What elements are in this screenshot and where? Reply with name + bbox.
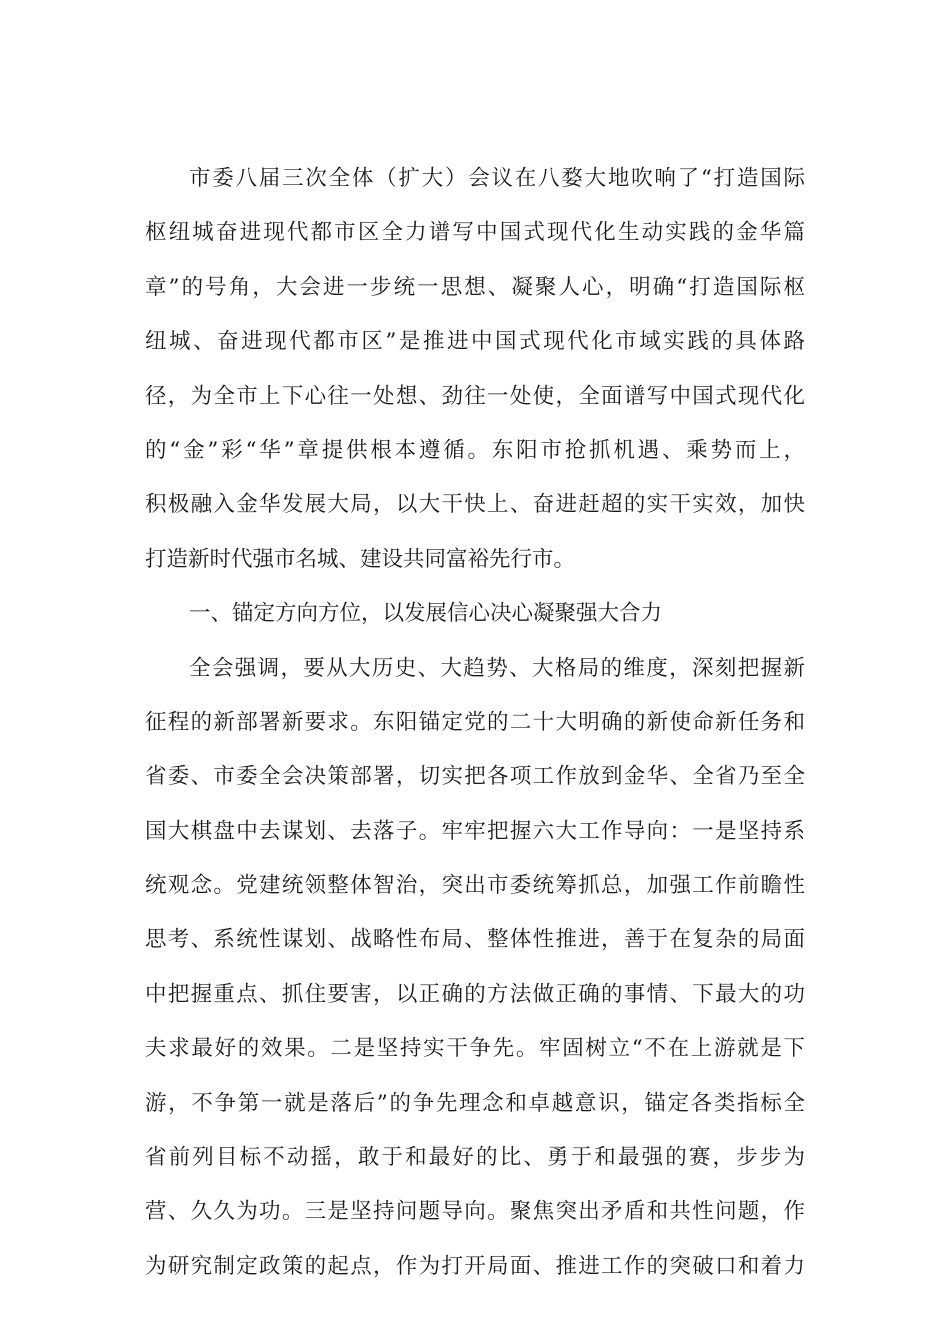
text-line: 征程的新部署新要求。东阳锚定党的二十大明确的新使命新任务和 <box>145 709 805 735</box>
text-line: 径，为全市上下心往一处想、劲往一处使，全面谱写中国式现代化 <box>145 383 805 409</box>
text-line: 省委、市委全会决策部署，切实把各项工作放到金华、全省乃至全 <box>145 764 805 790</box>
text-line: 全会强调，要从大历史、大趋势、大格局的维度，深刻把握新 <box>189 655 805 681</box>
text-line: 枢纽城奋进现代都市区全力谱写中国式现代化生动实践的金华篇 <box>145 220 805 246</box>
text-line: 章”的号角，大会进一步统一思想、凝聚人心，明确“打造国际枢 <box>145 274 805 300</box>
text-line: 为研究制定政策的起点，作为打开局面、推进工作的突破口和着力 <box>145 1253 805 1279</box>
section-heading: 一、锚定方向方位，以发展信心决心凝聚强大合力 <box>189 601 663 627</box>
text-line: 思考、系统性谋划、战略性布局、整体性推进，善于在复杂的局面 <box>145 927 805 953</box>
text-line: 夫求最好的效果。二是坚持实干争先。牢固树立“不在上游就是下 <box>145 1036 805 1062</box>
text-line: 省前列目标不动摇，敢于和最好的比、勇于和最强的赛，步步为 <box>145 1145 805 1171</box>
text-line: 积极融入金华发展大局，以大干快上、奋进赶超的实干实效，加快 <box>145 492 805 518</box>
text-line: 市委八届三次全体（扩大）会议在八婺大地吹响了“打造国际 <box>189 166 805 191</box>
text-line: 营、久久为功。三是坚持问题导向。聚焦突出矛盾和共性问题，作 <box>145 1199 805 1225</box>
text-line: 打造新时代强市名城、建设共同富裕先行市。 <box>145 546 576 572</box>
document-body <box>145 152 805 1294</box>
paragraph-intro <box>145 152 805 587</box>
text-line: 游，不争第一就是落后”的争先理念和卓越意识，锚定各类指标全 <box>145 1090 805 1116</box>
text-line: 中把握重点、抓住要害，以正确的方法做正确的事情、下最大的功 <box>145 981 805 1007</box>
text-line: 纽城、奋进现代都市区”是推进中国式现代化市域实践的具体路 <box>145 329 805 355</box>
text-line: 统观念。党建统领整体智治，突出市委统筹抓总，加强工作前瞻性 <box>145 873 805 899</box>
paragraph-section-1 <box>145 642 805 1295</box>
text-line: 国大棋盘中去谋划、去落子。牢牢把握六大工作导向：一是坚持系 <box>145 818 805 844</box>
text-line: 的“金”彩“华”章提供根本遵循。东阳市抢抓机遇、乘势而上， <box>145 437 805 463</box>
